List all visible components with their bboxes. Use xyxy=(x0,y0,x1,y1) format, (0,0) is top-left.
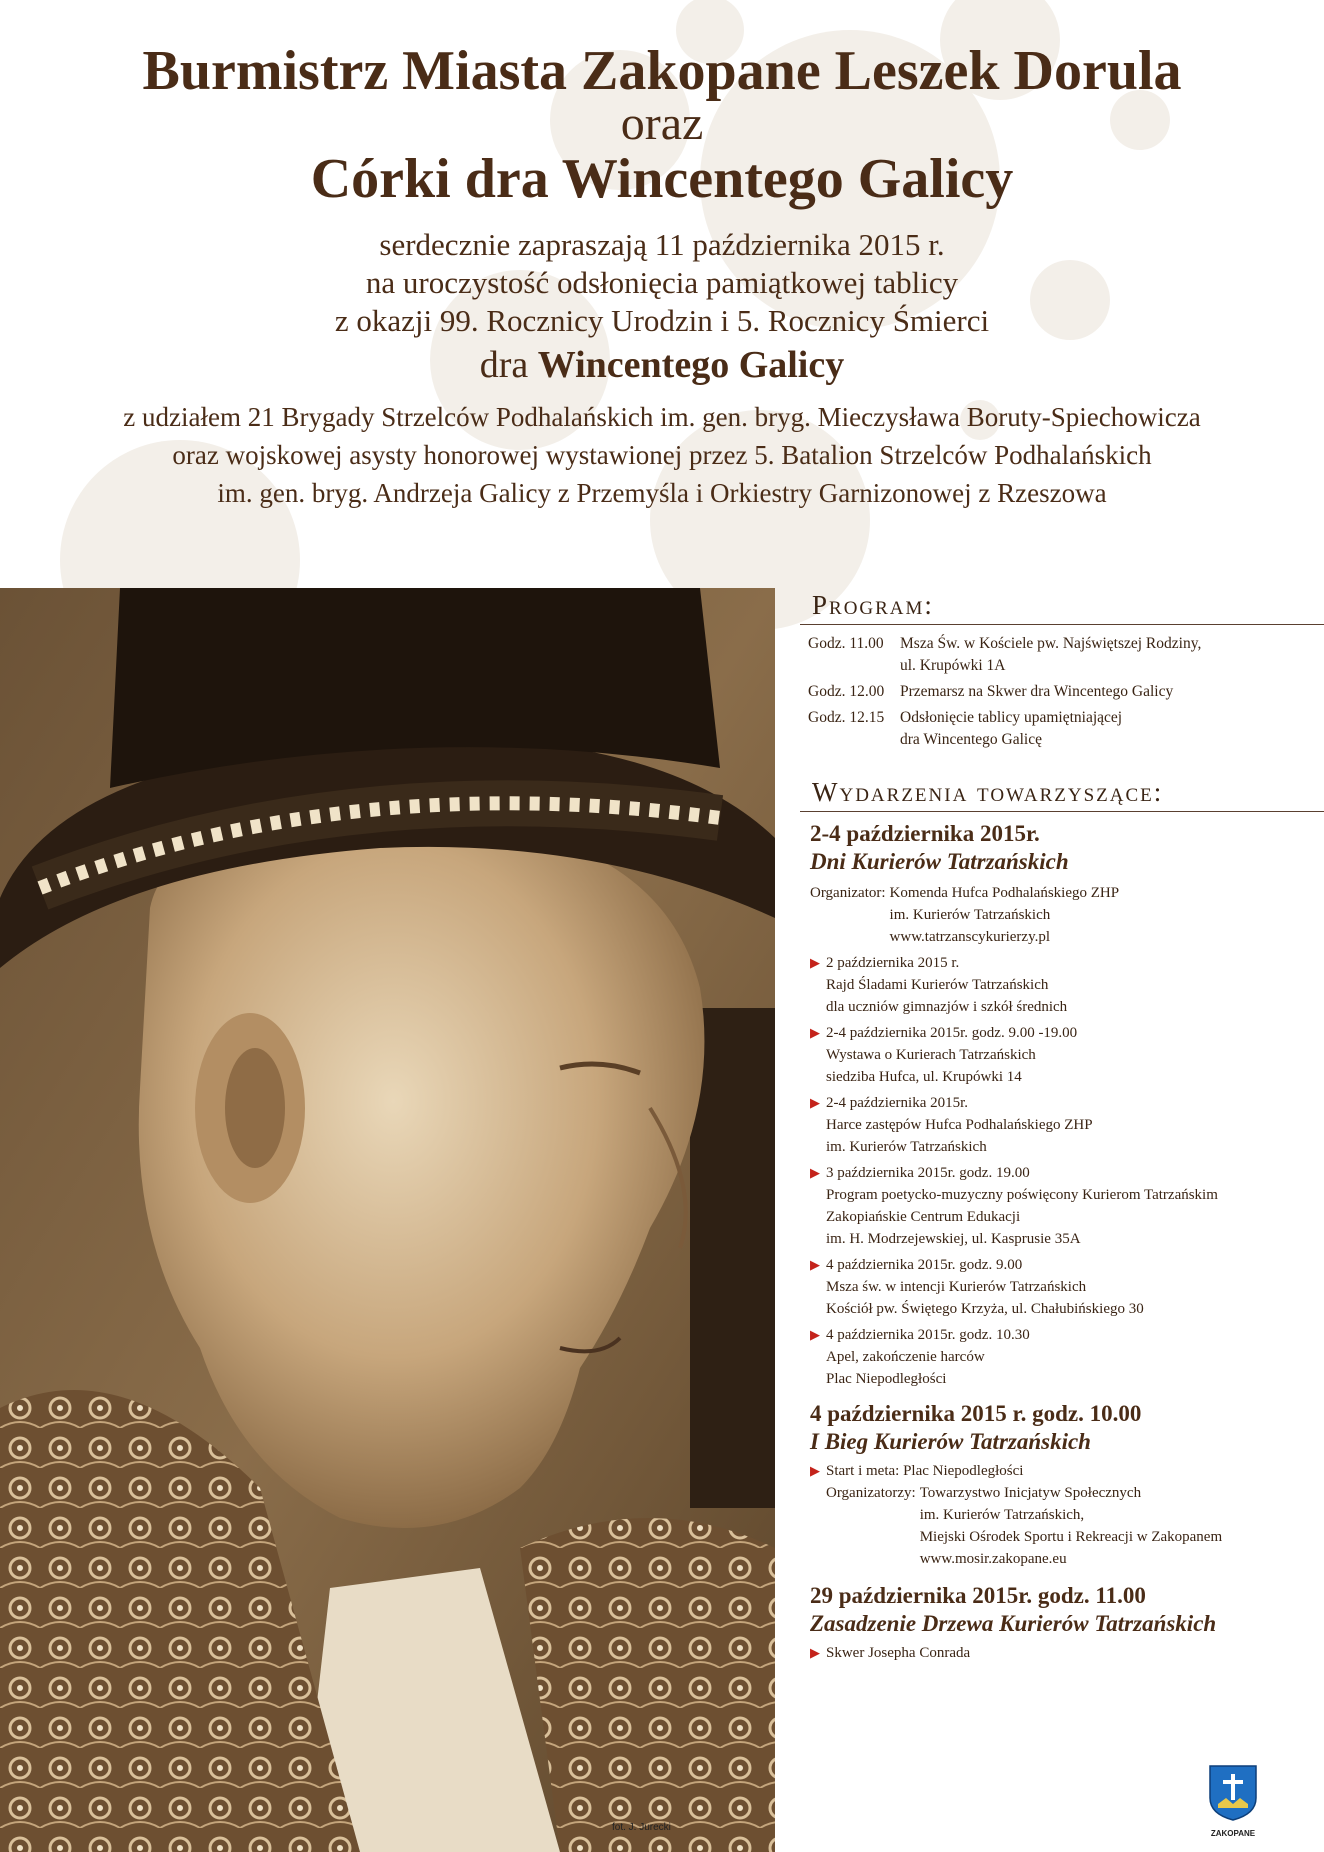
portrait-photo xyxy=(0,588,775,1852)
event-organizer xyxy=(800,882,1324,948)
program-desc: dra Wincentego Galicę xyxy=(900,731,1042,748)
program-desc: Msza Św. w Kościele pw. Najświętszej Rodziny, xyxy=(900,635,1202,652)
program-item xyxy=(800,633,1324,677)
event-dni-kurierow xyxy=(800,820,1324,1390)
list-item xyxy=(800,1642,1324,1664)
organizer-label: Organizatorzy: xyxy=(826,1485,916,1501)
triangle-bullet-icon: ▶ xyxy=(810,1165,820,1180)
item-line: Apel, zakończenie harców xyxy=(826,1349,985,1365)
item-line: dla uczniów gimnazjów i szkół średnich xyxy=(826,999,1068,1015)
program-desc: ul. Krupówki 1A xyxy=(900,657,1006,674)
event-date: 29 października 2015r. godz. 11.00 xyxy=(810,1583,1146,1608)
crest-label: ZAKOPANE xyxy=(1210,1829,1256,1838)
list-item xyxy=(800,1324,1324,1390)
honoree-prefix: dra xyxy=(479,344,529,386)
item-line: im. H. Modrzejewskiej, ul. Kasprusie 35A xyxy=(826,1231,1081,1247)
item-line: Kościół pw. Świętego Krzyża, ul. Chałubińskiego 30 xyxy=(826,1301,1144,1317)
organizer-label: Organizator: xyxy=(810,885,886,901)
item-line: Harce zastępów Hufca Podhalańskiego ZHP xyxy=(826,1117,1093,1133)
list-item xyxy=(800,1254,1324,1320)
military-line: oraz wojskowej asysty honorowej wystawionej przez 5. Batalion Strzelców Podhalańskich xyxy=(172,440,1152,470)
item-line: Rajd Śladami Kurierów Tatrzańskich xyxy=(826,977,1049,993)
crest-shield-icon xyxy=(1208,1764,1258,1822)
organizer-line: www.tatrzanscykurierzy.pl xyxy=(889,929,1051,945)
program-item xyxy=(800,707,1324,751)
program-item xyxy=(800,681,1324,703)
triangle-bullet-icon: ▶ xyxy=(810,955,820,970)
program-title: Program: xyxy=(812,590,934,620)
triangle-bullet-icon: ▶ xyxy=(810,1645,820,1660)
event-title: I Bieg Kurierów Tatrzańskich xyxy=(810,1429,1091,1454)
item-line: 4 października 2015r. godz. 10.30 xyxy=(826,1327,1030,1343)
military-line: z udziałem 21 Brygady Strzelców Podhalańskich im. gen. bryg. Mieczysława Boruty-Spiechowicza xyxy=(123,402,1201,432)
invite-line: na uroczystość odsłonięcia pamiątkowej tablicy xyxy=(365,265,959,300)
item-line: 2-4 października 2015r. xyxy=(826,1095,969,1111)
invite-line: z okazji 99. Rocznicy Urodzin i 5. Rocznicy Śmierci xyxy=(334,303,990,338)
title-line-2: oraz xyxy=(620,97,704,150)
organizer-line: Komenda Hufca Podhalańskiego ZHP xyxy=(889,885,1120,901)
title-line-1: Burmistrz Miasta Zakopane Leszek Dorula xyxy=(142,40,1182,102)
triangle-bullet-icon: ▶ xyxy=(810,1025,820,1040)
triangle-bullet-icon: ▶ xyxy=(810,1257,820,1272)
honoree xyxy=(0,340,1324,390)
military-line: im. gen. bryg. Andrzeja Galicy z Przemyśla i Orkiestry Garnizonowej z Rzeszowa xyxy=(217,478,1107,508)
list-item xyxy=(800,1460,1324,1570)
program-desc: Odsłonięcie tablicy upamiętniającej xyxy=(900,709,1123,726)
event-title: Dni Kurierów Tatrzańskich xyxy=(810,849,1069,874)
item-line: 4 października 2015r. godz. 9.00 xyxy=(826,1257,1023,1273)
event-bieg-kurierow xyxy=(800,1400,1324,1570)
list-item xyxy=(800,952,1324,1018)
header xyxy=(0,40,1324,512)
organizer-line: Towarzystwo Inicjatyw Społecznych xyxy=(919,1485,1142,1501)
item-line: Zakopiańskie Centrum Edukacji xyxy=(826,1209,1021,1225)
organizer-line: Miejski Ośrodek Sportu i Rekreacji w Zakopanem xyxy=(919,1529,1223,1545)
invitation-text xyxy=(0,226,1324,340)
triangle-bullet-icon: ▶ xyxy=(810,1463,820,1478)
honoree-name: Wincentego Galicy xyxy=(537,344,845,386)
list-item xyxy=(800,1022,1324,1088)
program-desc: Przemarsz na Skwer dra Wincentego Galicy xyxy=(900,683,1174,700)
title-line-3: Córki dra Wincentego Galicy xyxy=(310,148,1014,210)
event-title: Zasadzenie Drzewa Kurierów Tatrzańskich xyxy=(810,1611,1217,1636)
program-time: Godz. 11.00 xyxy=(808,635,884,652)
events-title: Wydarzenia towarzyszące: xyxy=(812,777,1164,807)
item-line: Msza św. w intencji Kurierów Tatrzańskich xyxy=(826,1279,1087,1295)
item-line: Plac Niepodległości xyxy=(826,1371,947,1387)
zakopane-crest xyxy=(1208,1764,1258,1838)
item-line: 3 października 2015r. godz. 19.00 xyxy=(826,1165,1030,1181)
event-date: 4 października 2015 r. godz. 10.00 xyxy=(810,1401,1142,1426)
photo-credit: fot. J. Jurecki xyxy=(612,1822,671,1833)
divider xyxy=(800,624,1324,625)
organizer-line: www.mosir.zakopane.eu xyxy=(919,1551,1067,1567)
item-line: im. Kurierów Tatrzańskich xyxy=(826,1139,987,1155)
program-time: Godz. 12.00 xyxy=(808,683,885,700)
item-line: Wystawa o Kurierach Tatrzańskich xyxy=(826,1047,1036,1063)
portrait-illustration xyxy=(0,588,775,1852)
item-line: 2-4 października 2015r. godz. 9.00 -19.00 xyxy=(826,1025,1078,1041)
program-list xyxy=(800,633,1324,751)
list-item xyxy=(800,1092,1324,1158)
organizer-line: im. Kurierów Tatrzańskich, xyxy=(919,1507,1085,1523)
list-item xyxy=(800,1162,1324,1250)
event-zasadzenie-drzewa xyxy=(800,1582,1324,1664)
military-participation xyxy=(0,398,1324,512)
invite-line: serdecznie zapraszają 11 października 2015 r. xyxy=(379,227,945,262)
triangle-bullet-icon: ▶ xyxy=(810,1095,820,1110)
triangle-bullet-icon: ▶ xyxy=(810,1327,820,1342)
item-line: siedziba Hufca, ul. Krupówki 14 xyxy=(826,1069,1022,1085)
program-column xyxy=(800,588,1324,1664)
divider xyxy=(800,811,1324,812)
organizer-line: im. Kurierów Tatrzańskich xyxy=(889,907,1051,923)
program-time: Godz. 12.15 xyxy=(808,709,885,726)
item-line: Program poetycko-muzyczny poświęcony Kurierom Tatrzańskim xyxy=(826,1187,1218,1203)
event-date: 2-4 października 2015r. xyxy=(810,821,1040,846)
item-line: Start i meta: Plac Niepodległości xyxy=(826,1463,1024,1479)
item-line: Skwer Josepha Conrada xyxy=(826,1645,971,1661)
item-line: 2 października 2015 r. xyxy=(826,955,960,971)
